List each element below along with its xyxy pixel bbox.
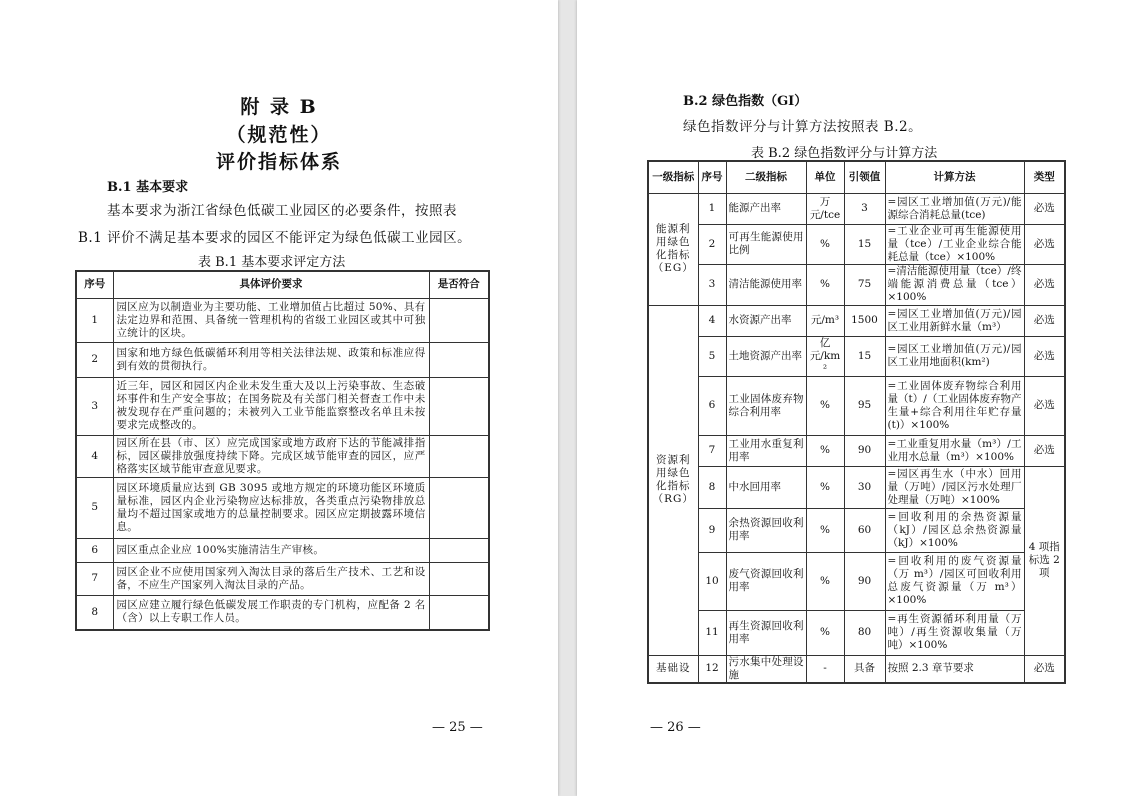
row-number: 1	[76, 298, 113, 342]
calculation-method: =回收利用的废气资源量（万 m³）/园区可回收利用总废气资源量（万 m³）×100%	[885, 552, 1024, 610]
row-number: 8	[76, 595, 113, 630]
table-row	[76, 562, 489, 595]
primary-indicator: 基础设	[648, 655, 698, 683]
compliance-cell	[429, 595, 489, 630]
row-number: 3	[698, 264, 726, 305]
compliance-cell	[429, 477, 489, 538]
benchmark-value: 30	[844, 466, 885, 508]
benchmark-value: 90	[844, 552, 885, 610]
page-number: — 26 —	[650, 720, 701, 735]
compliance-cell	[429, 298, 489, 342]
table-row	[76, 595, 489, 630]
benchmark-value: 3	[844, 193, 885, 224]
benchmark-value: 1500	[844, 305, 885, 336]
table-row	[648, 336, 1065, 376]
row-number: 10	[698, 552, 726, 610]
appendix-subtitle: （规范性）	[226, 124, 332, 146]
header-cell: 是否符合	[429, 271, 489, 298]
compliance-cell	[429, 377, 489, 435]
unit: %	[806, 264, 844, 305]
calculation-method: =工业企业可再生能源使用量（tce）/工业企业综合能耗总量（tce）×100%	[885, 224, 1024, 264]
unit: %	[806, 435, 844, 466]
row-number: 2	[76, 342, 113, 377]
calculation-method: =工业固体废弃物综合利用量（t）/（工业固体废弃物产生量+综合利用往年贮存量(t)）×100%	[885, 376, 1024, 435]
compliance-cell	[429, 435, 489, 477]
row-number: 4	[698, 305, 726, 336]
secondary-indicator: 污水集中处理设施	[726, 655, 806, 683]
section-heading: B.1 基本要求	[107, 180, 189, 195]
row-number: 11	[698, 610, 726, 655]
table-row	[648, 224, 1065, 264]
page-number: — 25 —	[432, 720, 483, 735]
row-number: 7	[698, 435, 726, 466]
secondary-indicator: 能源产出率	[726, 193, 806, 224]
unit: %	[806, 610, 844, 655]
unit: %	[806, 224, 844, 264]
secondary-indicator: 工业固体废弃物综合利用率	[726, 376, 806, 435]
calculation-method: =园区工业增加值(万元)/园区工业用地面积(km²)	[885, 336, 1024, 376]
benchmark-value: 95	[844, 376, 885, 435]
row-number: 2	[698, 224, 726, 264]
row-number: 5	[698, 336, 726, 376]
header-cell: 计算方法	[885, 161, 1024, 193]
header-cell: 序号	[76, 271, 113, 298]
calculation-method: =清洁能源使用量（tce）/终端能源消费总量（tce）×100%	[885, 264, 1024, 305]
header-cell: 一级指标	[648, 161, 698, 193]
calculation-method: =回收利用的余热资源量（kJ）/园区总余热资源量（kJ）×100%	[885, 508, 1024, 552]
secondary-indicator: 余热资源回收利用率	[726, 508, 806, 552]
requirement-text: 园区应建立履行绿色低碳发展工作职责的专门机构，应配备 2 名（含）以上专职工作人员。	[113, 595, 429, 630]
unit: %	[806, 508, 844, 552]
benchmark-value: 80	[844, 610, 885, 655]
header-cell: 二级指标	[726, 161, 806, 193]
indicator-type: 必选	[1024, 655, 1065, 683]
table-row	[648, 552, 1065, 610]
benchmark-value: 具备	[844, 655, 885, 683]
requirement-text: 园区所在县（市、区）应完成国家或地方政府下达的节能减排指标，园区碳排放强度持续下降。完成区域节能审查的园区，应严格落实区域节能审查意见要求。	[113, 435, 429, 477]
calculation-method: =工业重复用水量（m³）/工业用水总量（m³）×100%	[885, 435, 1024, 466]
header-cell: 类型	[1024, 161, 1065, 193]
compliance-cell	[429, 562, 489, 595]
calculation-method: =园区再生水（中水）回用量（万吨）/园区污水处理厂处理量（万吨）×100%	[885, 466, 1024, 508]
unit: 万元/tce	[806, 193, 844, 224]
requirement-text: 园区企业不应使用国家列入淘汰目录的落后生产技术、工艺和设备，不应生产国家列入淘汰目录的产品。	[113, 562, 429, 595]
secondary-indicator: 中水回用率	[726, 466, 806, 508]
green-index-table	[647, 160, 1066, 684]
benchmark-value: 90	[844, 435, 885, 466]
table-row	[76, 538, 489, 562]
requirement-text: 国家和地方绿色低碳循环利用等相关法律法规、政策和标准应得到有效的贯彻执行。	[113, 342, 429, 377]
indicator-type: 必选	[1024, 224, 1065, 264]
table-row	[648, 305, 1065, 336]
requirement-text: 园区重点企业应 100%实施清洁生产审核。	[113, 538, 429, 562]
page-25	[0, 0, 558, 796]
table-row	[648, 610, 1065, 655]
table-row	[648, 264, 1065, 305]
table-row	[76, 435, 489, 477]
unit: %	[806, 376, 844, 435]
page-26	[577, 0, 1141, 796]
row-number: 4	[76, 435, 113, 477]
table-row	[648, 435, 1065, 466]
section-heading: B.2 绿色指数（GI）	[683, 94, 808, 109]
benchmark-value: 75	[844, 264, 885, 305]
benchmark-value: 60	[844, 508, 885, 552]
row-number: 7	[76, 562, 113, 595]
calculation-method: =园区工业增加值(万元)/能源综合消耗总量(tce)	[885, 193, 1024, 224]
row-number: 9	[698, 508, 726, 552]
paragraph-line: B.1 评价不满足基本要求的园区不能评定为绿色低碳工业园区。	[78, 230, 472, 246]
table-row	[76, 377, 489, 435]
unit: 元/m³	[806, 305, 844, 336]
row-number: 1	[698, 193, 726, 224]
calculation-method: 按照 2.3 章节要求	[885, 655, 1024, 683]
appendix-title: 附 录 B	[240, 96, 318, 118]
requirements-table	[75, 270, 490, 631]
row-number: 5	[76, 477, 113, 538]
paragraph-line: 基本要求为浙江省绿色低碳工业园区的必要条件，按照表	[107, 203, 457, 219]
compliance-cell	[429, 538, 489, 562]
benchmark-value: 15	[844, 336, 885, 376]
indicator-type: 必选	[1024, 336, 1065, 376]
header-cell: 引领值	[844, 161, 885, 193]
row-number: 6	[698, 376, 726, 435]
table-row	[648, 508, 1065, 552]
header-cell: 具体评价要求	[113, 271, 429, 298]
appendix-heading: 评价指标体系	[215, 151, 342, 173]
row-number: 6	[76, 538, 113, 562]
secondary-indicator: 清洁能源使用率	[726, 264, 806, 305]
unit: %	[806, 552, 844, 610]
secondary-indicator: 再生资源回收利用率	[726, 610, 806, 655]
table-row	[76, 342, 489, 377]
table-row	[648, 376, 1065, 435]
unit: -	[806, 655, 844, 683]
secondary-indicator: 水资源产出率	[726, 305, 806, 336]
table-row	[648, 466, 1065, 508]
compliance-cell	[429, 342, 489, 377]
secondary-indicator: 废气资源回收利用率	[726, 552, 806, 610]
table-row	[76, 477, 489, 538]
indicator-type: 必选	[1024, 193, 1065, 224]
row-number: 8	[698, 466, 726, 508]
primary-indicator: 能源利用绿色化指标（EG）	[648, 193, 698, 305]
unit: %	[806, 466, 844, 508]
indicator-type: 必选	[1024, 435, 1065, 466]
table-row	[648, 193, 1065, 224]
secondary-indicator: 土地资源产出率	[726, 336, 806, 376]
indicator-type: 必选	[1024, 305, 1065, 336]
secondary-indicator: 可再生能源使用比例	[726, 224, 806, 264]
table-caption: 表 B.2 绿色指数评分与计算方法	[751, 146, 938, 161]
calculation-method: =再生资源循环利用量（万吨）/再生资源收集量（万吨）×100%	[885, 610, 1024, 655]
indicator-type: 必选	[1024, 376, 1065, 435]
header-cell: 单位	[806, 161, 844, 193]
requirement-text: 近三年，园区和园区内企业未发生重大及以上污染事故、生态破坏事件和生产安全事故；在国务院及有关部门相关督查工作中未被发现存在严重问题的；未被列入工业节能监察整改名单且未按要求完成整改的。	[113, 377, 429, 435]
benchmark-value: 15	[844, 224, 885, 264]
requirement-text: 园区应为以制造业为主要功能、工业增加值占比超过 50%、具有法定边界和范围、具备统一管理机构的省级工业园区或其中可独立统计的区块。	[113, 298, 429, 342]
table-row	[76, 298, 489, 342]
indicator-type: 4 项指标选 2 项	[1024, 466, 1065, 655]
row-number: 3	[76, 377, 113, 435]
requirement-text: 园区环境质量应达到 GB 3095 或地方规定的环境功能区环境质量标准，园区内企业污染物应达标排放，各类重点污染物排放总量均不超过国家或地方的总量控制要求。园区应定期披露环境信息。	[113, 477, 429, 538]
row-number: 12	[698, 655, 726, 683]
calculation-method: =园区工业增加值(万元)/园区工业用新鲜水量（m³）	[885, 305, 1024, 336]
indicator-type: 必选	[1024, 264, 1065, 305]
unit: 亿元/km²	[806, 336, 844, 376]
paragraph-line: 绿色指数评分与计算方法按照表 B.2。	[683, 119, 923, 135]
table-caption: 表 B.1 基本要求评定方法	[198, 255, 346, 270]
table-row	[648, 655, 1065, 683]
secondary-indicator: 工业用水重复利用率	[726, 435, 806, 466]
header-cell: 序号	[698, 161, 726, 193]
primary-indicator: 资源利用绿色化指标（RG）	[648, 305, 698, 655]
